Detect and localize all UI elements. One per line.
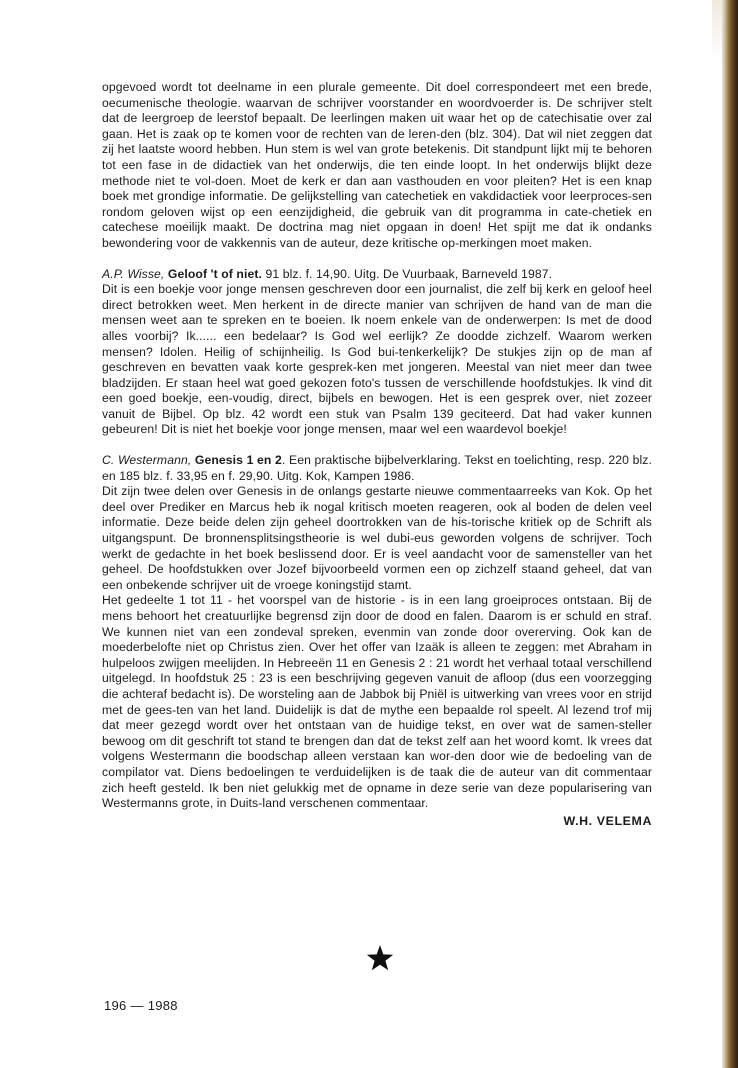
reviewer-signature: W.H. VELEMA [563,813,652,828]
review-title: Genesis 1 en 2 [194,453,282,468]
intro-paragraph: opgevoed wordt tot deelname in een plurale gemeente. Dit doel correspondeert met een brede, oecumenische theologie. waarvan de schrijver voorstander en woordvoerder is. De schrijver stelt dat de leergroep de leerstof bepaalt. De leerlingen maken uit waar het op de catechisatie over zal gaan. Het is zaak op te komen voor de rechten van de leren-den (blz. 304). Dat wil niet zeggen dat zij het laatste woord hebben. Hun stem is wel van grote betekenis. Dit standpunt lijkt mij te behoren tot een fase in de didactiek van het onderwijs, die ten einde loopt. In het onderwijs blijkt deze methode niet te vol-doen. Moet de kerk er dan aan vasthouden en voor pleiten? Het is een knap boek met grondige informatie. De gelijkstelling van catechetiek en vakdidactiek voor leerproces-sen rondom geloven wijst op een eenzijdigheid, die gebruik van dit programma in cate-chetiek en catechese moeilijk maakt. De doctrina mag niet opgaan in doen! Het spijt me dat ik ondanks bewondering voor de vakkennis van de auteur, deze kritische op-merkingen moet maken. [102,80,652,250]
review-details: 91 blz. f. 14,90. Uitg. De Vuurbaak, Barneveld 1987. [261,266,553,281]
review-body: Het gedeelte 1 tot 11 - het voorspel van de historie - is in een lang groeiproces ontstaan. Bij de mens behoort het creatuurlijke begrensd zijn door de dood en falen. Daarom is er schuld en straf. We kunnen niet van een zondeval spreken, evenmin van zonde door overerving. Ook kan de moederbelofte niet op Christus zien. Over het offer van Izaäk is alleen te zeggen: met Abraham in hulpeloos zwijgen meelijden. In Hebreeën 11 en Genesis 2 : 21 wordt het verhaal totaal verschillend uitgelegd. In hoofdstuk 25 : 23 is een beschrijving gegeven vanuit de afloop (dus een voorzegging die achteraf bedacht is). De worsteling aan de Jabbok bij Pniël is uitwerking van vrees voor en strijd met de gees-ten van het land. Duidelijk is dat de mythe een bepaalde rol speelt. Al lezend trof mij dat meer gezegd wordt over het ontstaan van de huidige tekst, en over wat de samen-steller bewoog om dit geschrift tot stand te brengen dan dat de tekst zelf aan het woord komt. Ik vrees dat volgens Westermann die boodschap alleen verstaan kan wor-den door wie de bedoeling van de compilator vat. Diens bedoelingen te verduidelijken is de taak die de auteur van dit commentaar zich heeft gesteld. Ik ben niet gelukkig met de opname in deze serie van deze popularisering van Westermanns grote, in Duits-land verschenen commentaar. [102,593,652,811]
page-body [102,80,652,829]
review-body: Dit is een boekje voor jonge mensen geschreven door een journalist, die zelf bij kerk en geloof heel direct betrokken weet. Men herkent in de directe manier van schrijven de hand van de man die mensen weet aan te spreken en te boeien. Ik noem enkele van de onderwerpen: Is met de dood alles voorbij? Ik...... een bedelaar? Is God wel eerlijk? Ze doodde zichzelf. Waarom werken mensen? Idolen. Heilig of schijnheilig. Is God bui-tenkerkelijk? De stukjes zijn op de man af geschreven en bevatten vaak korte gesprek-ken met jongeren. Meestal van niet meer dan twee bladzijden. Er staan heel wat goed gekozen foto's tussen de verschillende hoofdstukjes. Ik vind dit een goed boekje, een-voudig, direct, bijbels en bewogen. Het is een gesprek over, niet zozeer vanuit de Bijbel. Op blz. 42 wordt een stuk van Psalm 139 geciteerd. Dat had vaker kunnen gebeuren! Dit is niet het boekje voor jonge mensen, maar wel een waardevol boekje! [102,282,652,437]
book-spine-edge [722,0,738,1068]
star-icon [366,944,394,972]
review-author: C. Westermann, [102,453,192,468]
page-number: 196 — 1988 [104,998,178,1013]
review-details: . Een praktische bijbelverklaring. Tekst en toelichting, resp. 220 blz. en 185 blz. f. 33,95 en f. 29,90. Uitg. Kok, Kampen 1986. [102,453,652,483]
review-body: Dit zijn twee delen over Genesis in de onlangs gestarte nieuwe commentaarreeks van Kok. Op het deel over Prediker en Marcus heb ik nogal kritisch moeten reageren, ook al boden de delen veel informatie. Deze beide delen zijn geheel doortrokken van de his-torische kritiek op de Schrift als uitgangspunt. De bronnensplitsingstheorie is wel dubi-eus geworden volgens de schrijver. Toch werkt de gedachte in het boek beslissend door. Er is veel aandacht voor de samensteller van het geheel. De hoofdstukken over Jozef bijvoorbeeld vormen een op zichzelf staand geheel, dat van een onbekende schrijver uit de vroege koningstijd stamt. [102,484,652,592]
review-author: A.P. Wisse, [102,266,165,281]
review-citation [102,267,652,283]
page-edge-shadow [712,0,722,60]
review-citation [102,453,652,484]
review-title: Geloof 't of niet. [167,266,262,281]
